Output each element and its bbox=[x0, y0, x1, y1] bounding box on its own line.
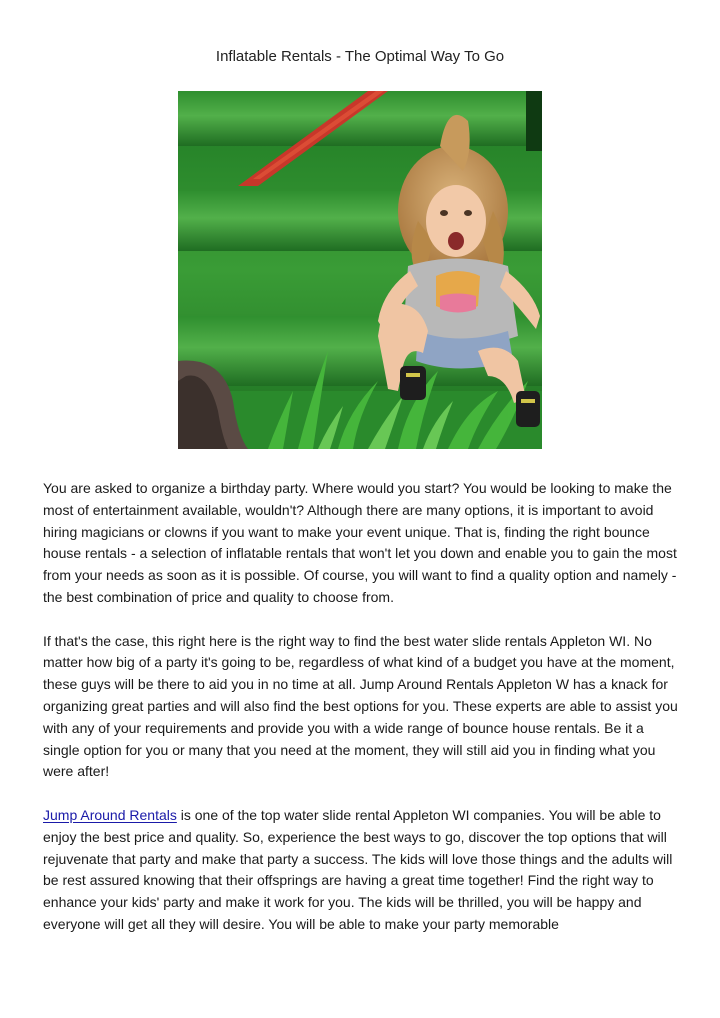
page-title: Inflatable Rentals - The Optimal Way To Go bbox=[215, 48, 505, 65]
paragraph-3 bbox=[43, 805, 683, 936]
jump-around-rentals-link[interactable]: Jump Around Rentals bbox=[43, 806, 177, 823]
paragraph-2: If that's the case, this right here is the right way to find the best water slide rentals Appleton WI. No matter how big of a party it's going to be, regardless of what kind of a budget you have at the moment, these guys will be there to aid you in no time at all. Jump Around Rentals Appleton W has a knack for organizing great parties and will also find the best options for you. These experts are able to assist you with any of your requirements and provide you with a wide range of bounce house rentals. Be it a single option for you or many that you need at the moment, they will still aid you in finding what you were after! bbox=[43, 632, 678, 780]
bounce-house-photo bbox=[178, 91, 542, 449]
photo-child-jumping-bounce-house bbox=[178, 91, 542, 449]
paragraph-3-text: is one of the top water slide rental Appleton WI companies. You will be able to enjoy the best price and quality. So, experience the best ways to go, discover the top options that will rejuvenate that party and make that party a success. The kids will love those things and the adults will be rest assured knowing that their offsprings are having a great time together! Find the right way to enhance your kids' party and make it work for you. The kids will be thrilled, you will be happy and everyone will get all they will desire. You will be able to make your party memorable bbox=[43, 806, 673, 932]
paragraph-1: You are asked to organize a birthday party. Where would you start? You would be looking to make the most of entertainment available, wouldn't? Although there are many options, it is important to avoid hiring magicians or clowns if you want to make your event unique. That is, finding the right bounce house rentals - a selection of inflatable rentals that won't let you down and enable you to gain the most from your needs as soon as it is possible. Of course, you will want to find a quality option and namely - the best combination of price and quality to choose from. bbox=[43, 480, 677, 605]
article-body bbox=[43, 478, 683, 958]
